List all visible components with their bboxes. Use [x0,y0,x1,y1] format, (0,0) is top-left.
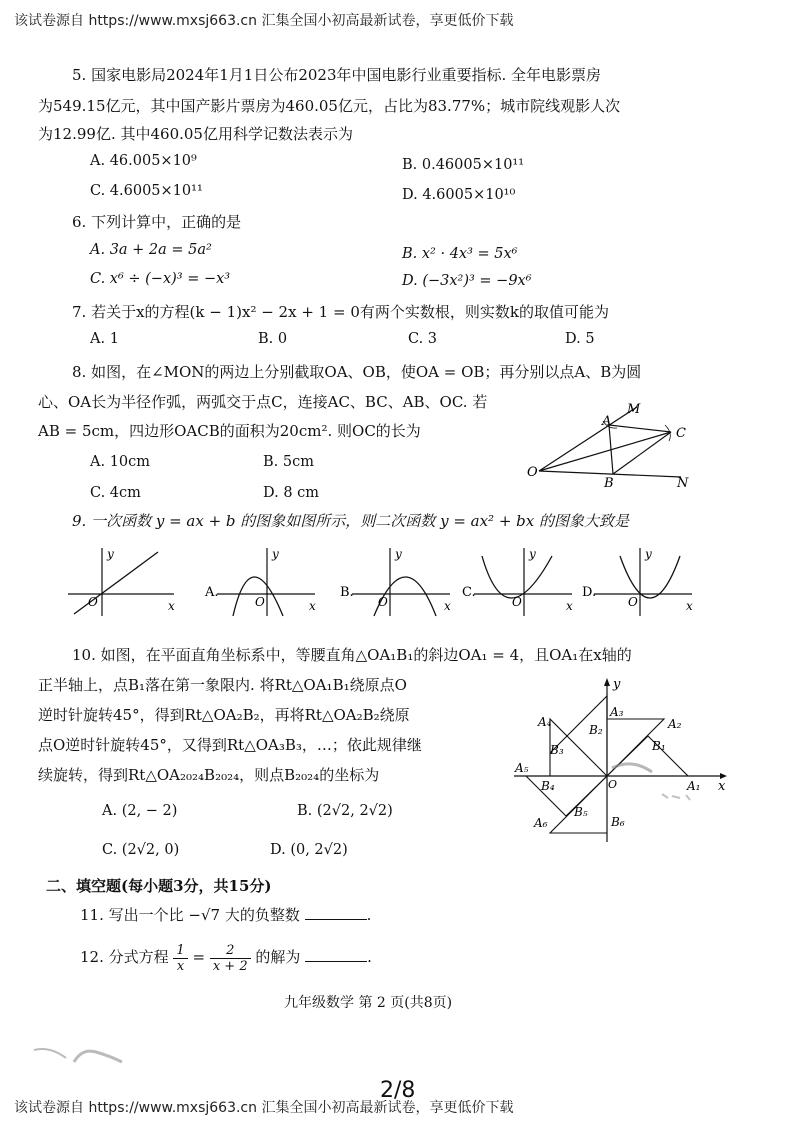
svg-text:x: x [444,599,451,613]
q10-option-c: C. (2√2, 0) [102,842,180,858]
q9-option-d-graph [580,544,700,618]
q8-option-a: A. 10cm [90,454,151,470]
svg-text:x: x [309,599,316,613]
q5-option-c: C. 4.6005×10¹¹ [90,183,203,199]
q5-option-d: D. 4.6005×10¹⁰ [402,187,516,203]
svg-text:O: O [88,595,98,609]
q10-option-a: A. (2, − 2) [102,803,178,819]
svg-text:A₄: A₄ [538,715,552,729]
page-footer: 九年级数学 第 2 页(共8页) [284,995,453,1011]
q10-line-3: 逆时针旋转45°，得到Rt△OA₂B₂，再将Rt△OA₂B₂绕原 [38,706,410,724]
svg-text:B₁: B₁ [652,739,666,753]
q8-label-o: O [527,465,538,480]
q9-option-b-graph [338,544,458,618]
q7-option-a: A. 1 [90,331,119,347]
source-banner-bottom: 该试卷源自 https://www.mxsj663.cn 汇集全国小初高最新试卷，享更低价下载 [14,1100,514,1116]
scan-smudge [30,1040,140,1070]
svg-text:O: O [628,595,638,609]
q10-option-d: D. (0, 2√2) [270,842,348,858]
svg-text:O: O [512,595,522,609]
q9-stem: 9. 一次函数 y = ax + b 的图象如图所示，则二次函数 y = ax² + bx 的图象大致是 [72,512,630,530]
q7-option-c: C. 3 [408,331,438,347]
q9-option-c-graph [460,544,580,618]
q6-option-d: D. (−3x²)³ = −9x⁶ [402,273,532,289]
q9-linear-graph [62,544,182,618]
svg-text:B₅: B₅ [574,805,588,819]
q8-label-n: N [677,476,689,491]
question-11: 11. 写出一个比 −√7 大的负整数 . [80,906,372,924]
svg-text:x: x [686,599,693,613]
svg-text:y: y [107,547,114,561]
q12-fraction-left: $\frac{1}{x}$ [173,943,187,974]
section-2-heading: 二、填空题(每小题3分，共15分) [46,877,272,895]
q10-figure-rotations [512,676,732,844]
svg-text:B₃: B₃ [550,743,564,757]
q7-stem: 7. 若关于x的方程(k − 1)x² − 2x + 1 = 0有两个实数根，则实数k的取值可能为 [72,303,609,321]
q6-option-c: C. x⁶ ÷ (−x)³ = −x³ [90,271,231,287]
svg-text:x: x [566,599,573,613]
q8-figure-rhombus [525,395,705,495]
q5-line-1: 5. 国家电影局2024年1月1日公布2023年中国电影行业重要指标. 全年电影票房 [72,66,602,84]
q8-line-1: 8. 如图，在∠MON的两边上分别截取OA、OB，使OA = OB；再分别以点A、B为圆 [72,363,642,381]
q9-option-a-graph [203,544,323,618]
svg-text:B₄: B₄ [541,779,555,793]
svg-text:C.: C. [462,585,476,600]
q10-line-4: 点O逆时针旋转45°，又得到Rt△OA₃B₃，…；依此规律继 [38,736,422,754]
q8-line-3: AB = 5cm，四边形OACB的面积为20cm². 则OC的长为 [38,422,421,440]
page-indicator: 2/8 [380,1078,416,1103]
svg-text:y: y [395,547,402,561]
q12-answer-blank[interactable] [305,947,367,962]
svg-text:x: x [168,599,175,613]
svg-text:O: O [378,595,388,609]
q8-option-c: C. 4cm [90,485,141,501]
source-banner-top: 该试卷源自 https://www.mxsj663.cn 汇集全国小初高最新试卷，享更低价下载 [14,13,514,29]
q6-option-b: B. x² · 4x³ = 5x⁶ [402,246,518,262]
q8-line-2: 心、OA长为半径作弧，两弧交于点C，连接AC、BC、AB、OC. 若 [38,393,488,411]
q7-option-d: D. 5 [565,331,595,347]
svg-text:O: O [255,595,265,609]
question-12: 12. 分式方程 $\frac{1}{x}$ = $\frac{2}{x + 2}$ 的解为 . [80,942,372,974]
svg-text:A.: A. [205,585,219,600]
q11-answer-blank[interactable] [305,905,367,920]
q8-option-b: B. 5cm [263,454,314,470]
q8-label-b: B [604,476,614,491]
q10-line-5: 续旋转，得到Rt△OA₂₀₂₄B₂₀₂₄，则点B₂₀₂₄的坐标为 [38,766,380,784]
q10-line-1: 10. 如图，在平面直角坐标系中，等腰直角△OA₁B₁的斜边OA₁ = 4，且OA₁在x轴的 [72,646,632,664]
q8-option-d: D. 8 cm [263,485,320,501]
q8-label-m: M [627,402,641,417]
svg-text:y: y [645,547,652,561]
svg-text:y: y [529,547,536,561]
q8-label-a: A [602,414,612,429]
svg-text:A₁: A₁ [687,779,701,793]
svg-text:A₅: A₅ [515,761,529,775]
q8-label-c: C [676,426,686,441]
q6-option-a: A. 3a + 2a = 5a² [90,242,212,258]
q12-fraction-right: $\frac{2}{x + 2}$ [210,943,251,974]
svg-text:B.: B. [340,585,354,600]
svg-text:O: O [608,778,618,791]
svg-text:B₂: B₂ [589,723,603,737]
q5-option-a: A. 46.005×10⁹ [90,153,197,169]
svg-text:y: y [272,547,279,561]
q7-option-b: B. 0 [258,331,288,347]
q11-text: 11. 写出一个比 −√7 大的负整数 [80,906,300,924]
svg-text:x: x [718,779,726,794]
q5-option-b: B. 0.46005×10¹¹ [402,157,525,173]
svg-text:y: y [613,677,621,692]
svg-text:A₂: A₂ [668,717,682,731]
q5-line-2: 为549.15亿元，其中国产影片票房为460.05亿元，占比为83.77%；城市院线观影人次 [38,97,621,115]
q5-line-3: 为12.99亿. 其中460.05亿用科学记数法表示为 [38,125,353,143]
svg-text:A₆: A₆ [534,816,548,830]
svg-text:B₆: B₆ [611,815,625,829]
q10-option-b: B. (2√2, 2√2) [297,803,393,819]
q10-line-2: 正半轴上，点B₁落在第一象限内. 将Rt△OA₁B₁绕原点O [38,676,407,694]
svg-text:D.: D. [582,585,597,600]
q6-stem: 6. 下列计算中，正确的是 [72,213,242,231]
svg-text:A₃: A₃ [610,705,624,719]
